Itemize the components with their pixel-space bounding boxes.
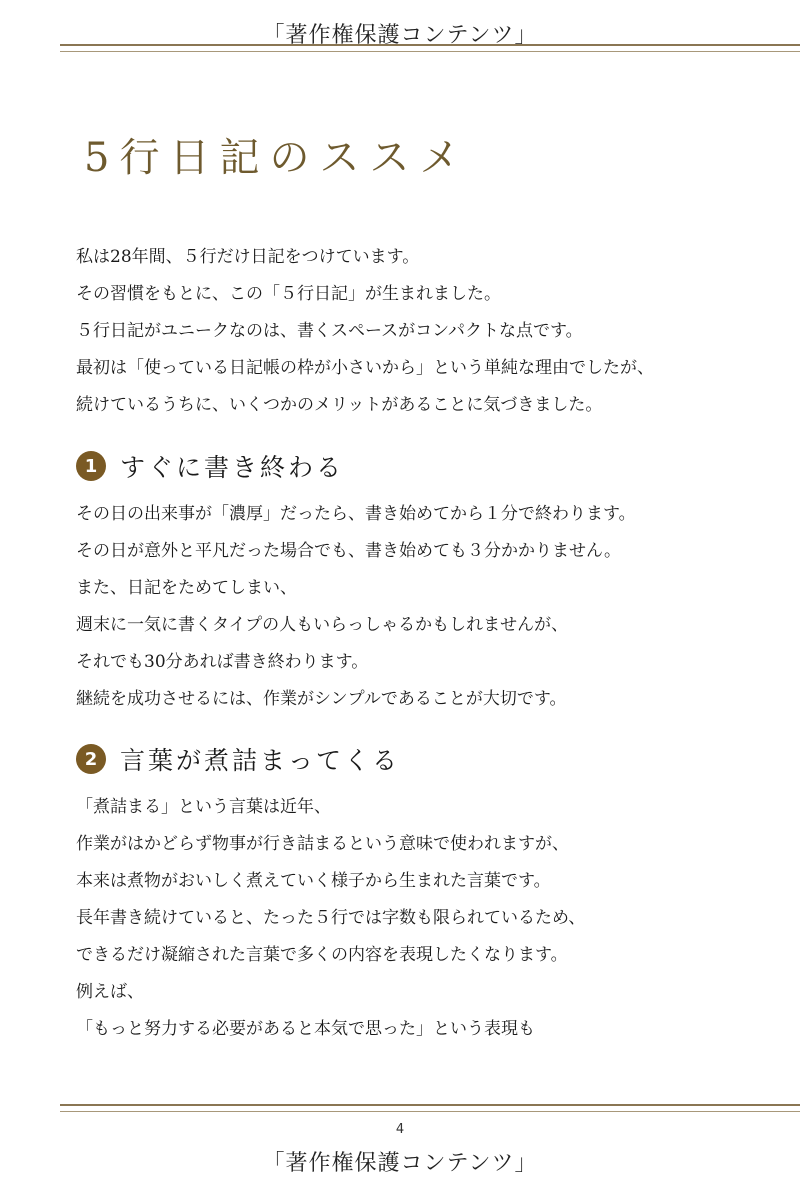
body-line: その日の出来事が「濃厚」だったら、書き始めてから１分で終わります。 [76,504,636,524]
body-line: 長年書き続けていると、たった５行では字数も限られているため、 [76,908,586,928]
body-line: できるだけ凝縮された言葉で多くの内容を表現したくなります。 [76,945,568,965]
body-line: 継続を成功させるには、作業がシンプルであることが大切です。 [76,689,567,709]
body-line: 週末に一気に書くタイプの人もいらっしゃるかもしれませんが、 [76,615,569,635]
section-number-badge: 1 [76,451,106,481]
page-title: 5行日記のススメ [84,135,470,181]
top-divider [60,44,800,52]
section-heading-2 [76,742,400,776]
section-title: すぐに書き終わる [120,453,345,482]
body-line: 例えば、 [76,982,144,1002]
body-line: 本来は煮物がおいしく煮えていく様子から生まれた言葉です。 [76,871,551,891]
body-line: その日が意外と平凡だった場合でも、書き始めても３分かかりません。 [76,541,622,561]
intro-line: その習慣をもとに、この「５行日記」が生まれました。 [76,284,501,304]
bottom-divider [60,1104,800,1112]
intro-paragraph [76,239,776,424]
intro-line: ５行日記がユニークなのは、書くスペースがコンパクトな点です。 [76,321,583,341]
intro-line: 私は28年間、５行だけ日記をつけています。 [76,247,420,267]
copyright-protection-label-bottom: 「著作権保護コンテンツ」 [262,1151,538,1176]
page-number: 4 [395,1122,405,1137]
section-number-badge: 2 [76,744,106,774]
intro-line: 最初は「使っている日記帳の枠が小さいから」という単純な理由でしたが、 [76,358,654,378]
section-title: 言葉が煮詰まってくる [120,746,401,775]
intro-line: 続けているうちに、いくつかのメリットがあることに気づきました。 [76,395,603,415]
body-line: 作業がはかどらず物事が行き詰まるという意味で使われますが、 [76,834,569,854]
body-line: また、日記をためてしまい、 [76,578,297,598]
copyright-protection-label-top: 「著作権保護コンテンツ」 [262,23,538,48]
body-line: それでも30分あれば書き終わります。 [76,652,369,672]
section-heading-1 [76,449,344,483]
body-line: 「もっと努力する必要があると本気で思った」という表現も [76,1019,535,1039]
section-body-1 [76,496,776,718]
body-line: 「煮詰まる」という言葉は近年、 [76,797,331,817]
section-body-2 [76,789,776,1048]
